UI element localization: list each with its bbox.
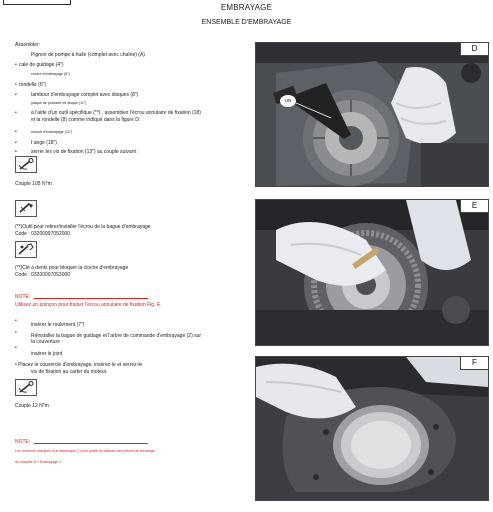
page-subtitle: ENSEMBLE D'EMBRAYAGE [201,19,292,26]
step-tighten: serrer les vis de fixation (13") au couple suivant : [31,149,139,155]
tool2-code: Code : 03200097053000 [15,272,71,278]
page-title: EMBRAYAGE [220,3,273,12]
step-insert-bearing: insérer le roulement (7") [31,322,85,328]
step-drum: tambour d'embrayage complet avec disques (8") [31,92,139,98]
step-cover: • Placez le couvercle d'embrayage, insérez-le et serrez-le [15,362,143,368]
tool1-code: Code : 03200097052000 [15,231,71,237]
step-oil-pump: Pignon de pompe à huile (complet avec chaîne) (A) [31,52,145,58]
bullet: • [15,345,17,351]
figure-f-label: F [460,357,488,370]
note2-label: NOTE: [15,439,31,445]
bullet: • [15,62,17,68]
step-cover-text: Placez le couvercle d'embrayage, insérez-le et serrez-le [18,362,143,368]
torque-value-2: Couple 12 N*m [15,403,49,409]
assemble-heading: Assembler: [15,42,41,48]
step-reinstall-bush: Réinstaller la bague de guidage et l'arbre de commande d'embrayage (2) sur [31,333,202,339]
figure-f-photo [256,357,488,500]
figure-d [255,42,489,187]
note1-text: Utilisez un poinçon pour fraiser l'écrou annulaire de fixation Fig. E. [15,302,162,308]
bullet: • [15,92,17,98]
step-reinstall-bush-cont: la couverture [31,339,60,345]
tool2-label: (**)Clé à dents pour bloquer la cloche d'embrayage [15,265,129,271]
note1-rule [34,298,148,299]
bullet: • [15,318,17,324]
note2-line2: du chapitre 5 « Embrayage ». [15,460,63,464]
bullet: • [15,149,17,155]
bullet: • [15,330,17,336]
tooth-key-icon [15,241,37,258]
figure-e-photo [256,200,488,345]
step-pressure-plate: plaque de poussée de disque (11") [31,101,87,105]
step-flange: f ange (18") [31,140,57,146]
figure-e [255,199,489,346]
note2-rule [34,443,148,444]
callout-un: UN [280,95,296,107]
step-insert-seal: insérer le joint [31,351,63,357]
special-tool-icon [15,200,37,217]
tool1-label: (**)Outil pour retirer/installer l'écrou de la bague d'embrayage [15,224,151,230]
note1-label: NOTE: [15,294,31,300]
note2-line1: Les numéros marqués d'un astérisque (*) font partie du tableau des pièces de rechange [15,449,155,453]
step-ring-nut: à l'aide d'un outil spécifique (**) , assemblez l'écrou annulaire de fixation (18) [31,110,201,116]
figure-d-photo [256,43,488,186]
bullet: • [15,82,17,88]
bullet: • [15,140,17,146]
bullet: • [15,110,17,116]
step-cover-cont: vis de fixation au carter du moteur. [31,369,108,375]
step-guide-shim: cale de guidage (4") [19,62,64,68]
figure-d-label: D [460,43,488,56]
figure-e-label: E [460,200,488,213]
bullet: • [15,129,17,135]
torque-wrench-icon [15,379,37,396]
step-ring-nut-cont: et la rondelle (8) comme indiqué dans la figure D. [31,117,141,123]
step-washer: rondelle (6") [19,82,47,88]
figure-f [255,356,489,501]
torque-value-1: Couple 105 N°m [15,181,52,187]
step-spring: ressort d'embrayage (12") [31,130,73,134]
step-clutch-bell: cloche d'embrayage (6") [31,72,70,76]
torque-wrench-icon [15,156,37,173]
